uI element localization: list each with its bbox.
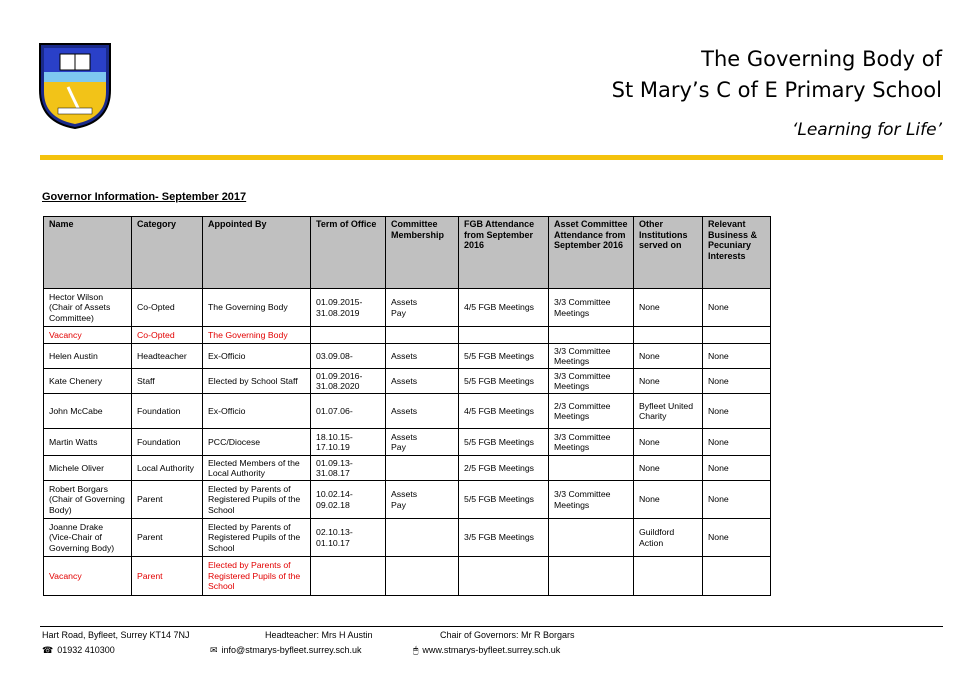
- footer-chair: Chair of Governors: Mr R Borgars: [440, 630, 575, 640]
- cell-interests: None: [703, 481, 771, 519]
- col-header-asset: Asset Committee Attendance from September 2016: [549, 217, 634, 289]
- footer-web[interactable]: [413, 645, 560, 656]
- cell-fgb: 3/5 FGB Meetings: [459, 519, 549, 557]
- cell-appointed-by: Ex-Officio: [203, 344, 311, 369]
- cell-other: None: [634, 456, 703, 481]
- footer-divider: [40, 626, 943, 627]
- table-row: [44, 429, 771, 456]
- cell-interests: None: [703, 394, 771, 429]
- cell-category: Parent: [132, 481, 203, 519]
- cell-name: Michele Oliver: [44, 456, 132, 481]
- cell-interests: None: [703, 429, 771, 456]
- cell-name: Joanne Drake (Vice-Chair of Governing Body): [44, 519, 132, 557]
- cell-asset: 2/3 Committee Meetings: [549, 394, 634, 429]
- footer-phone-number: 01932 410300: [57, 645, 115, 655]
- cell-name: Kate Chenery: [44, 369, 132, 394]
- header-title: [612, 44, 942, 106]
- cell-fgb: [459, 327, 549, 344]
- governor-table-body: [44, 289, 771, 596]
- cell-committee: Assets Pay: [386, 429, 459, 456]
- cell-name: John McCabe: [44, 394, 132, 429]
- cell-asset: [549, 519, 634, 557]
- cell-term: [311, 557, 386, 596]
- cell-appointed-by: Elected by Parents of Registered Pupils of the School: [203, 557, 311, 596]
- table-row: [44, 289, 771, 327]
- cell-committee: Assets: [386, 394, 459, 429]
- cell-term: 01.09.2016- 31.08.2020: [311, 369, 386, 394]
- col-header-name: Name: [44, 217, 132, 289]
- cell-other: None: [634, 429, 703, 456]
- cell-category: Co-Opted: [132, 327, 203, 344]
- cell-term: 01.09.2015- 31.08.2019: [311, 289, 386, 327]
- cell-appointed-by: The Governing Body: [203, 289, 311, 327]
- col-header-term: Term of Office: [311, 217, 386, 289]
- header-title-line2: St Mary’s C of E Primary School: [611, 78, 942, 102]
- table-header-row: [44, 217, 771, 289]
- cell-name: Vacancy: [44, 557, 132, 596]
- cell-asset: 3/3 Committee Meetings: [549, 344, 634, 369]
- cell-other: Byfleet United Charity: [634, 394, 703, 429]
- col-header-committee: Committee Membership: [386, 217, 459, 289]
- col-header-category: Category: [132, 217, 203, 289]
- table-row: [44, 394, 771, 429]
- cell-name: Robert Borgars (Chair of Governing Body): [44, 481, 132, 519]
- cell-name: Martin Watts: [44, 429, 132, 456]
- cell-asset: [549, 456, 634, 481]
- cell-committee: Assets: [386, 369, 459, 394]
- cell-interests: None: [703, 289, 771, 327]
- cell-other: None: [634, 481, 703, 519]
- cell-committee: [386, 456, 459, 481]
- footer-headteacher: Headteacher: Mrs H Austin: [265, 630, 373, 640]
- cell-name: Hector Wilson (Chair of Assets Committee): [44, 289, 132, 327]
- cell-term: 01.09.13- 31.08.17: [311, 456, 386, 481]
- section-title: Governor Information- September 2017: [42, 191, 247, 203]
- cell-appointed-by: Elected by Parents of Registered Pupils of the School: [203, 519, 311, 557]
- governor-table: [43, 216, 771, 596]
- cell-category: Staff: [132, 369, 203, 394]
- table-row: [44, 369, 771, 394]
- cell-committee: Assets Pay: [386, 289, 459, 327]
- cell-term: [311, 327, 386, 344]
- table-row: [44, 481, 771, 519]
- cell-other: None: [634, 344, 703, 369]
- footer-address: Hart Road, Byfleet, Surrey KT14 7NJ: [42, 630, 190, 640]
- table-row: [44, 344, 771, 369]
- cell-category: Foundation: [132, 394, 203, 429]
- cell-name: Helen Austin: [44, 344, 132, 369]
- cell-interests: [703, 557, 771, 596]
- cell-fgb: 4/5 FGB Meetings: [459, 394, 549, 429]
- table-row: [44, 519, 771, 557]
- cell-fgb: 5/5 FGB Meetings: [459, 429, 549, 456]
- cell-committee: Assets Pay: [386, 481, 459, 519]
- cell-committee: [386, 327, 459, 344]
- envelope-icon: ✉: [210, 645, 218, 655]
- school-crest-logo: [38, 42, 112, 130]
- cell-other: None: [634, 289, 703, 327]
- cell-interests: None: [703, 369, 771, 394]
- cell-appointed-by: Elected Members of the Local Authority: [203, 456, 311, 481]
- cell-term: 01.07.06-: [311, 394, 386, 429]
- cell-asset: [549, 557, 634, 596]
- header-divider: [40, 155, 943, 160]
- col-header-other: Other Institutions served on: [634, 217, 703, 289]
- cell-term: 18.10.15- 17.10.19: [311, 429, 386, 456]
- col-header-fgb: FGB Attendance from September 2016: [459, 217, 549, 289]
- footer-email[interactable]: [210, 645, 362, 656]
- cell-asset: 3/3 Committee Meetings: [549, 369, 634, 394]
- cell-term: 02.10.13- 01.10.17: [311, 519, 386, 557]
- cell-name: Vacancy: [44, 327, 132, 344]
- cell-interests: [703, 327, 771, 344]
- cell-committee: [386, 519, 459, 557]
- school-motto: ‘Learning for Life’: [791, 120, 942, 140]
- col-header-appointed-by: Appointed By: [203, 217, 311, 289]
- cell-term: 03.09.08-: [311, 344, 386, 369]
- cell-category: Foundation: [132, 429, 203, 456]
- cell-category: Local Authority: [132, 456, 203, 481]
- cell-appointed-by: Ex-Officio: [203, 394, 311, 429]
- cell-fgb: 5/5 FGB Meetings: [459, 344, 549, 369]
- cell-interests: None: [703, 519, 771, 557]
- phone-icon: ☎: [42, 645, 54, 655]
- cell-other: Guildford Action: [634, 519, 703, 557]
- header-title-line1: The Governing Body of: [701, 47, 942, 71]
- cell-asset: 3/3 Committee Meetings: [549, 481, 634, 519]
- cell-other: [634, 557, 703, 596]
- table-row: [44, 557, 771, 596]
- cell-category: Headteacher: [132, 344, 203, 369]
- cell-asset: [549, 327, 634, 344]
- table-row: [44, 327, 771, 344]
- cell-category: Co-Opted: [132, 289, 203, 327]
- cell-category: Parent: [132, 557, 203, 596]
- cell-category: Parent: [132, 519, 203, 557]
- cell-interests: None: [703, 456, 771, 481]
- cell-appointed-by: The Governing Body: [203, 327, 311, 344]
- footer-phone: [42, 645, 115, 656]
- cell-fgb: 4/5 FGB Meetings: [459, 289, 549, 327]
- cell-asset: 3/3 Committee Meetings: [549, 289, 634, 327]
- cell-fgb: 2/5 FGB Meetings: [459, 456, 549, 481]
- col-header-interests: Relevant Business & Pecuniary Interests: [703, 217, 771, 289]
- footer-web-address[interactable]: www.stmarys-byfleet.surrey.sch.uk: [422, 645, 561, 655]
- cell-interests: None: [703, 344, 771, 369]
- cell-appointed-by: Elected by Parents of Registered Pupils of the School: [203, 481, 311, 519]
- cell-committee: [386, 557, 459, 596]
- table-row: [44, 456, 771, 481]
- mouse-icon: 🖱: [413, 645, 419, 655]
- cell-fgb: [459, 557, 549, 596]
- cell-other: [634, 327, 703, 344]
- cell-term: 10.02.14- 09.02.18: [311, 481, 386, 519]
- cell-asset: 3/3 Committee Meetings: [549, 429, 634, 456]
- cell-appointed-by: PCC/Diocese: [203, 429, 311, 456]
- footer-email-address[interactable]: info@stmarys-byfleet.surrey.sch.uk: [221, 645, 362, 655]
- cell-committee: Assets: [386, 344, 459, 369]
- cell-appointed-by: Elected by School Staff: [203, 369, 311, 394]
- cell-other: None: [634, 369, 703, 394]
- cell-fgb: 5/5 FGB Meetings: [459, 481, 549, 519]
- cell-fgb: 5/5 FGB Meetings: [459, 369, 549, 394]
